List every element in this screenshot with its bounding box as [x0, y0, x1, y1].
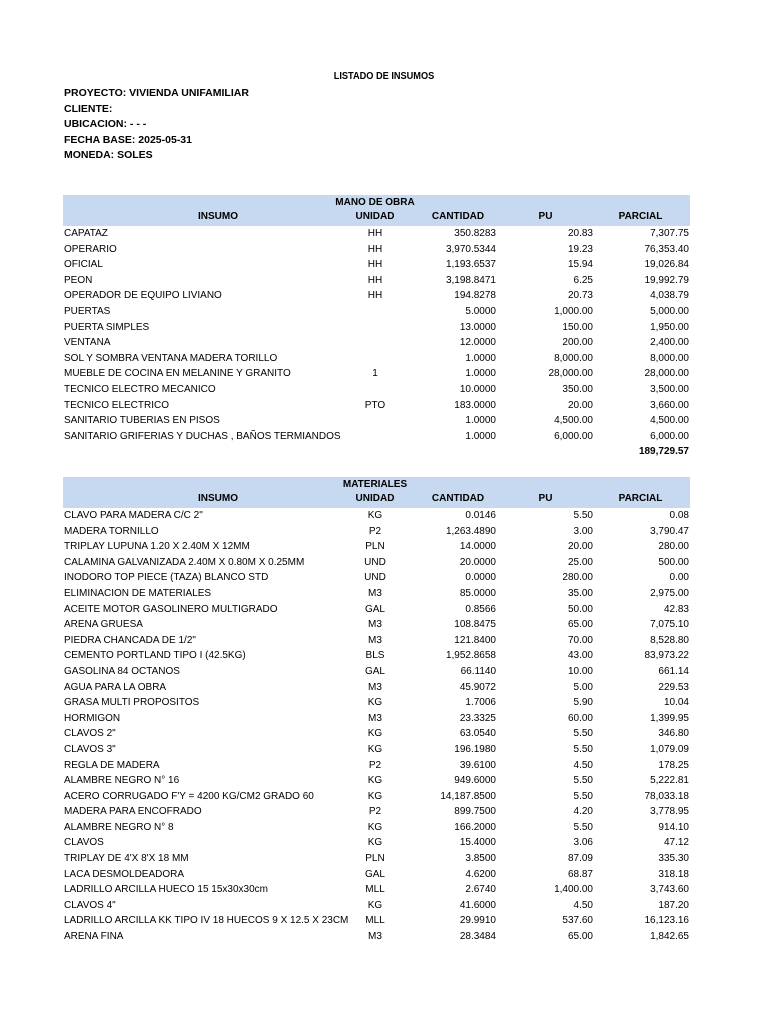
labor-rows — [63, 226, 690, 444]
materials-section — [63, 477, 690, 945]
table-row — [63, 804, 690, 820]
cell-cantidad: 41.6000 — [459, 899, 496, 911]
cell-cantidad: 0.0000 — [465, 572, 496, 584]
cell-cantidad: 350.8283 — [454, 228, 496, 239]
cell-insumo: SANITARIO GRIFERIAS Y DUCHAS , BAÑOS TERMIANDOS — [64, 430, 341, 442]
cell-pu: 35.00 — [567, 587, 593, 599]
cell-cantidad: 29.9910 — [459, 915, 496, 927]
column-header-pu: PU — [538, 211, 553, 222]
cell-pu: 1,000.00 — [554, 305, 593, 317]
cell-cantidad: 23.3325 — [459, 712, 496, 724]
cell-pu: 5.50 — [573, 728, 593, 740]
table-row — [63, 273, 690, 289]
location: UBICACION: - - - — [64, 118, 147, 131]
table-row — [63, 304, 690, 320]
cell-cantidad: 108.8475 — [454, 619, 496, 631]
cell-unidad: PLN — [365, 541, 385, 553]
cell-cantidad: 196.1980 — [454, 743, 496, 755]
cell-pu: 65.00 — [567, 931, 593, 943]
cell-unidad: GAL — [364, 868, 385, 880]
table-row — [63, 570, 690, 586]
cell-cantidad: 14.0000 — [459, 541, 496, 553]
cell-parcial: 229.53 — [658, 681, 689, 693]
cell-unidad: KG — [367, 899, 383, 911]
cell-cantidad: 12.0000 — [459, 337, 496, 349]
table-row — [63, 602, 690, 618]
labor-total: 189,729.57 — [638, 446, 689, 458]
cell-cantidad: 1,193.6537 — [445, 259, 496, 271]
table-row — [63, 351, 690, 367]
table-row — [63, 539, 690, 555]
cell-unidad: KG — [367, 821, 383, 833]
table-row — [63, 320, 690, 336]
table-row — [63, 366, 690, 382]
cell-parcial: 3,500.00 — [650, 383, 689, 395]
cell-parcial: 0.08 — [669, 510, 689, 521]
cell-unidad: P2 — [368, 759, 382, 771]
cell-insumo: GRASA MULTI PROPOSITOS — [64, 697, 200, 709]
section-title: MATERIALES — [342, 479, 408, 490]
cell-parcial: 28,000.00 — [644, 368, 689, 380]
cell-insumo: OPERADOR DE EQUIPO LIVIANO — [64, 290, 222, 302]
column-header-unidad: UNIDAD — [355, 493, 395, 504]
cell-cantidad: 1.7006 — [465, 697, 496, 709]
cell-unidad: MLL — [365, 915, 385, 927]
cell-insumo: SOL Y SOMBRA VENTANA MADERA TORILLO — [64, 352, 278, 364]
column-header-pu: PU — [538, 493, 553, 504]
cell-pu: 68.87 — [567, 868, 593, 880]
cell-parcial: 187.20 — [658, 899, 689, 911]
cell-unidad: MLL — [365, 884, 385, 896]
cell-parcial: 318.18 — [658, 868, 689, 880]
cell-parcial: 10.04 — [663, 697, 689, 709]
cell-unidad: M3 — [368, 681, 382, 693]
table-row — [63, 429, 690, 445]
cell-pu: 28,000.00 — [548, 368, 593, 380]
cell-insumo: PEON — [64, 274, 93, 286]
cell-cantidad: 4.6200 — [465, 868, 496, 880]
cell-insumo: PUERTAS — [64, 305, 111, 317]
cell-cantidad: 166.2000 — [454, 821, 496, 833]
cell-cantidad: 899.7500 — [454, 806, 496, 818]
table-row — [63, 913, 690, 929]
section-title: MANO DE OBRA — [335, 197, 415, 208]
cell-unidad: P2 — [368, 806, 382, 818]
cell-cantidad: 1.0000 — [465, 430, 496, 442]
cell-unidad: KG — [367, 775, 383, 787]
cell-cantidad: 5.0000 — [465, 305, 496, 317]
cell-parcial: 280.00 — [658, 541, 689, 553]
labor-section — [63, 195, 690, 460]
cell-pu: 5.50 — [573, 821, 593, 833]
cell-unidad: P2 — [368, 525, 382, 537]
cell-parcial: 178.25 — [658, 759, 689, 771]
cell-pu: 20.00 — [567, 541, 593, 553]
table-row — [63, 648, 690, 664]
column-header-parcial: PARCIAL — [618, 211, 663, 222]
cell-unidad: KG — [367, 790, 383, 802]
cell-insumo: CLAVO PARA MADERA C/C 2" — [64, 510, 203, 521]
cell-parcial: 1,399.95 — [650, 712, 689, 724]
cell-unidad: GAL — [364, 603, 385, 615]
cell-cantidad: 0.8566 — [465, 603, 496, 615]
cell-parcial: 42.83 — [663, 603, 689, 615]
cell-pu: 1,400.00 — [554, 884, 593, 896]
labor-table-header — [63, 195, 690, 226]
table-row — [63, 288, 690, 304]
cell-cantidad: 14,187.8500 — [440, 790, 496, 802]
cell-parcial: 19,992.79 — [644, 274, 689, 286]
cell-cantidad: 13.0000 — [459, 321, 496, 333]
cell-pu: 4.50 — [573, 759, 593, 771]
cell-pu: 65.00 — [567, 619, 593, 631]
cell-parcial: 1,079.09 — [650, 743, 689, 755]
cell-parcial: 76,353.40 — [644, 243, 689, 255]
cell-parcial: 5,222.81 — [650, 775, 689, 787]
table-row — [63, 555, 690, 571]
table-row — [63, 257, 690, 273]
cell-pu: 5.50 — [573, 790, 593, 802]
base-date: FECHA BASE: 2025-05-31 — [64, 133, 192, 146]
cell-cantidad: 45.9072 — [459, 681, 496, 693]
column-header-insumo: INSUMO — [198, 211, 238, 222]
cell-pu: 280.00 — [562, 572, 593, 584]
table-row — [63, 508, 690, 524]
table-row — [63, 851, 690, 867]
cell-pu: 4.50 — [573, 899, 593, 911]
column-header-unidad: UNIDAD — [355, 211, 395, 222]
cell-pu: 3.00 — [573, 525, 593, 537]
cell-unidad: M3 — [368, 587, 382, 599]
cell-unidad: PTO — [364, 399, 386, 411]
table-row — [63, 633, 690, 649]
cell-pu: 50.00 — [567, 603, 593, 615]
cell-cantidad: 121.8400 — [454, 634, 496, 646]
cell-cantidad: 63.0540 — [459, 728, 496, 740]
cell-insumo: MUEBLE DE COCINA EN MELANINE Y GRANITO — [64, 368, 291, 380]
table-row — [63, 413, 690, 429]
cell-cantidad: 183.0000 — [454, 399, 496, 411]
table-row — [63, 586, 690, 602]
cell-cantidad: 949.6000 — [454, 775, 496, 787]
cell-parcial: 5,000.00 — [650, 305, 689, 317]
table-row — [63, 695, 690, 711]
cell-unidad: UND — [364, 556, 386, 568]
cell-insumo: REGLA DE MADERA — [64, 759, 160, 771]
cell-pu: 4.20 — [573, 806, 593, 818]
cell-insumo: GASOLINA 84 OCTANOS — [64, 665, 180, 677]
materials-rows — [63, 508, 690, 945]
cell-insumo: VENTANA — [64, 337, 111, 349]
cell-parcial: 7,075.10 — [650, 619, 689, 631]
cell-insumo: MADERA TORNILLO — [64, 525, 159, 537]
cell-parcial: 335.30 — [658, 853, 689, 865]
cell-cantidad: 1,952.8658 — [445, 650, 496, 662]
table-row — [63, 664, 690, 680]
cell-pu: 87.09 — [567, 853, 593, 865]
table-row — [63, 335, 690, 351]
cell-insumo: ARENA GRUESA — [64, 619, 143, 631]
cell-parcial: 6,000.00 — [650, 430, 689, 442]
cell-insumo: TECNICO ELECTRO MECANICO — [64, 383, 216, 395]
cell-parcial: 7,307.75 — [650, 228, 689, 239]
cell-insumo: MADERA PARA ENCOFRADO — [64, 806, 202, 818]
currency: MONEDA: SOLES — [64, 149, 153, 162]
client: CLIENTE: — [64, 102, 113, 115]
cell-parcial: 1,950.00 — [650, 321, 689, 333]
table-row — [63, 524, 690, 540]
cell-insumo: ARENA FINA — [64, 931, 124, 943]
cell-cantidad: 39.6100 — [459, 759, 496, 771]
column-header-parcial: PARCIAL — [618, 493, 663, 504]
cell-unidad: BLS — [365, 650, 385, 662]
table-row — [63, 773, 690, 789]
cell-pu: 43.00 — [567, 650, 593, 662]
cell-unidad: M3 — [368, 712, 382, 724]
cell-cantidad: 0.0146 — [465, 510, 496, 521]
cell-pu: 5.50 — [573, 510, 593, 521]
table-row — [63, 898, 690, 914]
document-title: LISTADO DE INSUMOS — [333, 71, 435, 82]
table-row — [63, 929, 690, 945]
cell-cantidad: 85.0000 — [459, 587, 496, 599]
cell-pu: 15.94 — [567, 259, 593, 271]
cell-parcial: 19,026.84 — [644, 259, 689, 271]
cell-unidad: HH — [367, 228, 383, 239]
table-row — [63, 742, 690, 758]
cell-insumo: HORMIGON — [64, 712, 121, 724]
cell-parcial: 2,975.00 — [650, 587, 689, 599]
table-row — [63, 758, 690, 774]
cell-parcial: 3,660.00 — [650, 399, 689, 411]
table-row — [63, 382, 690, 398]
cell-parcial: 0.00 — [669, 572, 689, 584]
cell-unidad: HH — [367, 274, 383, 286]
cell-unidad: GAL — [364, 665, 385, 677]
table-row — [63, 398, 690, 414]
labor-total-row — [63, 444, 690, 460]
cell-parcial: 3,778.95 — [650, 806, 689, 818]
cell-insumo: TRIPLAY LUPUNA 1.20 X 2.40M X 12MM — [64, 541, 250, 553]
project-name: PROYECTO: VIVIENDA UNIFAMILIAR — [64, 87, 249, 99]
cell-parcial: 3,790.47 — [650, 525, 689, 537]
cell-cantidad: 15.4000 — [459, 837, 496, 849]
cell-insumo: CLAVOS 3" — [64, 743, 116, 755]
cell-unidad: HH — [367, 243, 383, 255]
cell-parcial: 78,033.18 — [644, 790, 689, 802]
cell-insumo: INODORO TOP PIECE (TAZA) BLANCO STD — [64, 572, 269, 584]
cell-cantidad: 10.0000 — [459, 383, 496, 395]
cell-pu: 20.73 — [567, 290, 593, 302]
cell-cantidad: 1.0000 — [465, 415, 496, 427]
table-row — [63, 820, 690, 836]
cell-unidad: M3 — [368, 619, 382, 631]
cell-pu: 200.00 — [562, 337, 593, 349]
cell-insumo: ELIMINACION DE MATERIALES — [64, 587, 212, 599]
cell-parcial: 914.10 — [658, 821, 689, 833]
cell-cantidad: 66.1140 — [460, 665, 496, 677]
cell-insumo: ALAMBRE NEGRO N° 16 — [64, 775, 180, 787]
table-row — [63, 617, 690, 633]
cell-parcial: 1,842.65 — [650, 931, 689, 943]
cell-insumo: CLAVOS 2" — [64, 728, 116, 740]
cell-unidad: HH — [367, 290, 383, 302]
cell-insumo: PUERTA SIMPLES — [64, 321, 150, 333]
column-header-cantidad: CANTIDAD — [431, 211, 485, 222]
cell-pu: 25.00 — [567, 556, 593, 568]
cell-insumo: TRIPLAY DE 4'X 8'X 18 MM — [64, 853, 189, 865]
cell-parcial: 4,038.79 — [650, 290, 689, 302]
cell-pu: 3.06 — [573, 837, 593, 849]
cell-insumo: ALAMBRE NEGRO N° 8 — [64, 821, 174, 833]
column-header-cantidad: CANTIDAD — [431, 493, 485, 504]
cell-cantidad: 3.8500 — [465, 853, 496, 865]
cell-pu: 5.50 — [573, 775, 593, 787]
cell-insumo: TECNICO ELECTRICO — [64, 399, 170, 411]
cell-pu: 6.25 — [573, 274, 593, 286]
cell-insumo: CLAVOS — [64, 837, 104, 849]
cell-insumo: CEMENTO PORTLAND TIPO I (42.5KG) — [64, 650, 246, 662]
cell-parcial: 4,500.00 — [650, 415, 689, 427]
table-row — [63, 711, 690, 727]
cell-unidad: 1 — [372, 368, 378, 380]
column-header-insumo: INSUMO — [198, 493, 238, 504]
cell-insumo: LACA DESMOLDEADORA — [64, 868, 185, 880]
table-row — [63, 867, 690, 883]
cell-insumo: OFICIAL — [64, 259, 103, 271]
table-row — [63, 226, 690, 242]
cell-parcial: 83,973.22 — [644, 650, 689, 662]
cell-cantidad: 20.0000 — [459, 556, 496, 568]
cell-pu: 19.23 — [567, 243, 593, 255]
cell-insumo: CALAMINA GALVANIZADA 2.40M X 0.80M X 0.25MM — [64, 556, 305, 568]
cell-insumo: LADRILLO ARCILLA KK TIPO IV 18 HUECOS 9 X 12.5 X 23CM — [64, 915, 349, 927]
cell-parcial: 661.14 — [658, 665, 689, 677]
cell-unidad: KG — [367, 837, 383, 849]
cell-unidad: KG — [367, 743, 383, 755]
cell-insumo: CAPATAZ — [64, 228, 108, 239]
cell-insumo: ACEITE MOTOR GASOLINERO MULTIGRADO — [64, 603, 278, 615]
cell-pu: 10.00 — [567, 665, 593, 677]
cell-unidad: KG — [367, 728, 383, 740]
cell-pu: 5.00 — [573, 681, 593, 693]
cell-unidad: KG — [367, 697, 383, 709]
table-row — [63, 726, 690, 742]
cell-insumo: AGUA PARA LA OBRA — [64, 681, 167, 693]
cell-unidad: UND — [364, 572, 386, 584]
cell-pu: 150.00 — [562, 321, 593, 333]
materials-table-header — [63, 477, 690, 508]
cell-pu: 350.00 — [562, 383, 593, 395]
cell-insumo: OPERARIO — [64, 243, 117, 255]
cell-insumo: CLAVOS 4" — [64, 899, 116, 911]
table-row — [63, 789, 690, 805]
cell-unidad: KG — [367, 510, 383, 521]
cell-cantidad: 2.6740 — [465, 884, 496, 896]
cell-pu: 4,500.00 — [554, 415, 593, 427]
cell-pu: 60.00 — [567, 712, 593, 724]
cell-unidad: M3 — [368, 634, 382, 646]
table-row — [63, 882, 690, 898]
cell-unidad: HH — [367, 259, 383, 271]
table-row — [63, 680, 690, 696]
cell-parcial: 2,400.00 — [650, 337, 689, 349]
cell-insumo: LADRILLO ARCILLA HUECO 15 15x30x30cm — [64, 884, 268, 896]
project-info — [64, 86, 249, 164]
cell-pu: 20.83 — [567, 228, 593, 239]
cell-parcial: 3,743.60 — [650, 884, 689, 896]
table-row — [63, 835, 690, 851]
cell-parcial: 500.00 — [658, 556, 689, 568]
cell-parcial: 47.12 — [663, 837, 689, 849]
cell-cantidad: 1.0000 — [465, 368, 496, 380]
cell-parcial: 16,123.16 — [644, 915, 689, 927]
cell-pu: 6,000.00 — [554, 430, 593, 442]
cell-insumo: SANITARIO TUBERIAS EN PISOS — [64, 415, 220, 427]
cell-pu: 8,000.00 — [554, 352, 593, 364]
cell-cantidad: 28.3484 — [459, 931, 496, 943]
cell-cantidad: 194.8278 — [454, 290, 496, 302]
cell-cantidad: 3,970.5344 — [445, 243, 496, 255]
cell-insumo: PIEDRA CHANCADA DE 1/2" — [64, 634, 196, 646]
cell-cantidad: 1,263.4890 — [445, 525, 496, 537]
cell-cantidad: 1.0000 — [465, 352, 496, 364]
cell-pu: 70.00 — [567, 634, 593, 646]
cell-pu: 5.50 — [573, 743, 593, 755]
cell-cantidad: 3,198.8471 — [445, 274, 496, 286]
cell-unidad: PLN — [365, 853, 385, 865]
cell-pu: 20.00 — [567, 399, 593, 411]
cell-unidad: M3 — [368, 931, 382, 943]
cell-parcial: 8,528.80 — [650, 634, 689, 646]
cell-pu: 5.90 — [573, 697, 593, 709]
cell-parcial: 346.80 — [658, 728, 689, 740]
cell-insumo: ACERO CORRUGADO F'Y = 4200 KG/CM2 GRADO 60 — [64, 790, 314, 802]
cell-parcial: 8,000.00 — [650, 352, 689, 364]
table-row — [63, 242, 690, 258]
cell-pu: 537.60 — [562, 915, 593, 927]
